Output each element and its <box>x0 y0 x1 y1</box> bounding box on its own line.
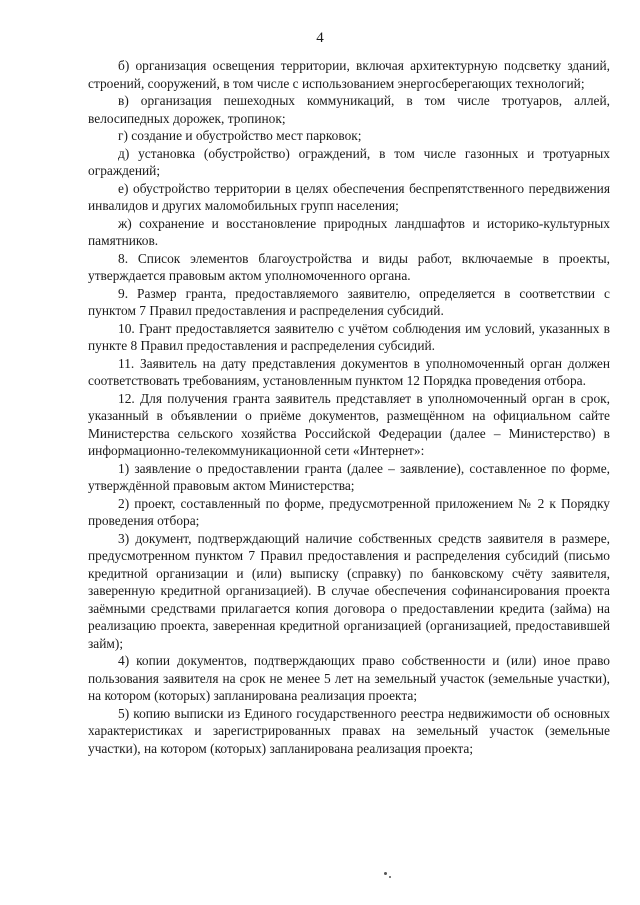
document-body <box>88 57 610 757</box>
paragraph-subitem-3: 3) документ, подтверждающий наличие собственных средств заявителя в размере, предусмотренном пунктом 7 Правил предоставления и распределения субсидий (письмо кредитной организации и (или) выписку (справку) по банковскому счёту заявителя, заверенную кредитной организацией). В случае обеспечения софинансирования проекта заёмными средствами прилагается копия договора о предоставлении кредита (займа) на реализацию проекта, заверенная кредитной организацией (организацией, предоставившей займ); <box>88 530 610 651</box>
paragraph-subitem-5: 5) копию выписки из Единого государственного реестра недвижимости об основных характеристиках и зарегистрированных правах на земельный участок (земельные участки), на котором (которых) запланирована реализация проекта; <box>88 705 610 756</box>
paragraph-subitem-1: 1) заявление о предоставлении гранта (далее – заявление), составленное по форме, утверждённой правовым актом Министерства; <box>88 460 610 493</box>
paragraph-clause-8: 8. Список элементов благоустройства и виды работ, включаемые в проекты, утверждается правовым актом уполномоченного органа. <box>88 250 610 283</box>
paragraph-subitem-4: 4) копии документов, подтверждающих право собственности и (или) иное право пользования заявителя на срок не менее 5 лет на земельный участок (земельные участки), на котором (которых) запланирована реализация проекта; <box>88 653 610 703</box>
paragraph-clause-12: 12. Для получения гранта заявитель представляет в уполномоченный орган в срок, указанный в объявлении о приёме документов, размещённом на официальном сайте Министерства сельского хозяйства Российской Федерации (далее – Министерство) в информационно-телекоммуникационной сети «Интернет»: <box>88 390 610 458</box>
paragraph-item-b: б) организация освещения территории, включая архитектурную подсветку зданий, строений, сооружений, в том числе с использованием энергосберегающих технологий; <box>88 58 610 91</box>
paragraph-item-v: в) организация пешеходных коммуникаций, в том числе тротуаров, аллей, велосипедных дорожек, тропинок; <box>88 93 610 126</box>
page-number: 4 <box>316 30 324 46</box>
scan-speck <box>384 872 387 875</box>
paragraph-clause-9: 9. Размер гранта, предоставляемого заявителю, определяется в соответствии с пунктом 7 Правил предоставления и распределения субсидий. <box>88 285 610 318</box>
paragraph-item-e: е) обустройство территории в целях обеспечения беспрепятственного передвижения инвалидов и других маломобильных групп населения; <box>88 180 610 213</box>
paragraph-item-zh: ж) сохранение и восстановление природных ландшафтов и историко-культурных памятников. <box>88 215 610 248</box>
paragraph-item-g: г) создание и обустройство мест парковок; <box>118 128 362 143</box>
paragraph-clause-11: 11. Заявитель на дату представления документов в уполномоченный орган должен соответствовать требованиям, установленным пунктом 12 Порядка проведения отбора. <box>88 355 610 388</box>
scan-speck <box>389 876 391 878</box>
paragraph-subitem-2: 2) проект, составленный по форме, предусмотренной приложением № 2 к Порядку проведения отбора; <box>88 495 610 528</box>
paragraph-item-d: д) установка (обустройство) ограждений, в том числе газонных и тротуарных ограждений; <box>88 145 610 178</box>
paragraph-clause-10: 10. Грант предоставляется заявителю с учётом соблюдения им условий, указанных в пункте 8 Правил предоставления и распределения субсидий. <box>88 320 610 353</box>
